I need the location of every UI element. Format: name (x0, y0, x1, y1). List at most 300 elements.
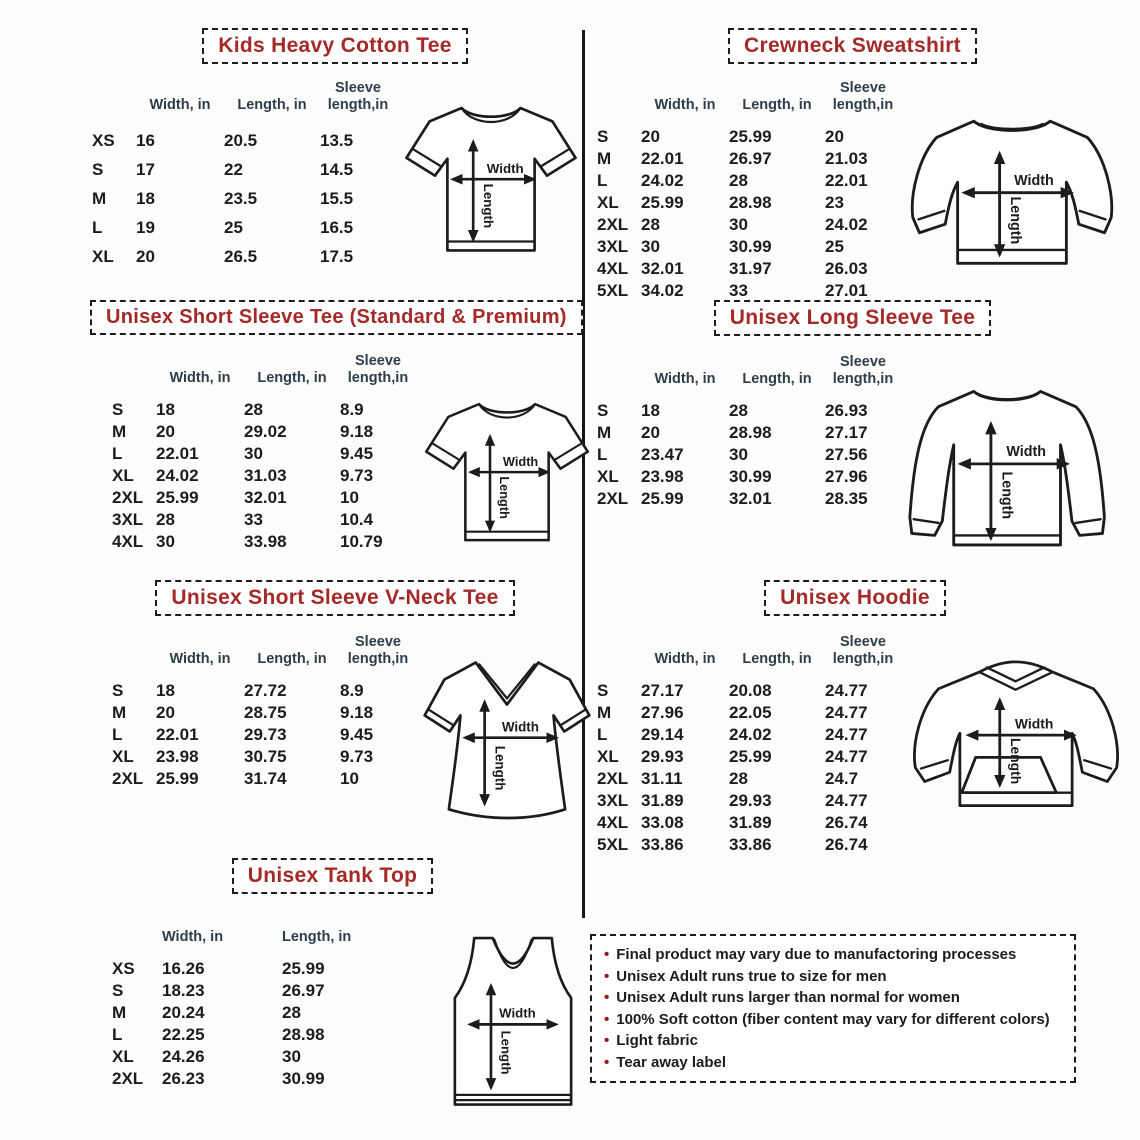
sleeve-value: 27.17 (825, 423, 868, 442)
size-table (110, 347, 416, 553)
size-row (110, 1002, 392, 1024)
length-value: 30.75 (244, 747, 287, 766)
note-text: Tear away label (616, 1053, 727, 1071)
length-value: 28 (282, 1003, 301, 1022)
size-row (595, 724, 901, 746)
length-value: 25 (224, 218, 243, 237)
width-label: Width (486, 160, 524, 176)
column-header-length: Length, in (742, 651, 812, 667)
size-table (90, 74, 396, 271)
width-value: 20 (136, 247, 155, 266)
length-label: Length (480, 183, 496, 229)
size-label: S (112, 681, 124, 700)
width-value: 24.02 (641, 171, 684, 190)
long-sleeve-tee-illustration (907, 376, 1112, 567)
width-value: 23.47 (641, 445, 684, 464)
table-header (595, 74, 901, 114)
size-row (110, 958, 392, 980)
sleeve-value: 17.5 (320, 247, 354, 266)
size-label: 4XL (597, 259, 629, 278)
sleeve-value: 26.74 (825, 835, 868, 854)
length-value: 29.73 (244, 725, 287, 744)
section-title: Kids Heavy Cotton Tee (202, 28, 467, 64)
column-header-width: Width, in (654, 371, 716, 387)
length-value: 32.01 (244, 488, 287, 507)
garment-outline (910, 391, 1105, 545)
width-value: 17 (136, 160, 155, 179)
note-item (604, 987, 1062, 1009)
size-label: 4XL (112, 532, 144, 551)
length-label: Length (998, 471, 1015, 520)
width-value: 18 (156, 681, 175, 700)
size-row (90, 126, 396, 155)
width-value: 20 (641, 127, 660, 146)
section-kids-heavy-cotton-tee (90, 28, 580, 271)
width-value: 25.99 (641, 489, 684, 508)
width-value: 19 (136, 218, 155, 237)
sleeve-value: 24.02 (825, 215, 868, 234)
sleeve-value: 9.18 (340, 422, 374, 441)
size-row (110, 746, 416, 768)
length-value: 28 (729, 769, 748, 788)
size-table (110, 628, 416, 790)
width-value: 20 (156, 422, 175, 441)
note-text: Light fabric (616, 1032, 698, 1049)
size-label: S (597, 401, 609, 420)
width-value: 18 (136, 189, 155, 208)
width-value: 25.99 (641, 193, 684, 212)
sweatshirt-illustration (907, 104, 1117, 290)
width-label: Width (502, 454, 539, 470)
section-title: Unisex Short Sleeve Tee (Standard & Premium) (90, 300, 583, 335)
length-value: 28.98 (282, 1025, 325, 1044)
note-text: Final product may vary due to manufactoring processes (616, 946, 1017, 963)
width-value: 22.01 (156, 444, 199, 463)
length-value: 28 (244, 400, 263, 419)
collar-line (981, 124, 1042, 129)
size-row (595, 422, 901, 444)
size-row (595, 214, 901, 236)
size-row (90, 184, 396, 213)
length-label: Length (1007, 196, 1024, 245)
size-label: M (597, 703, 612, 722)
tshirt-illustration (402, 90, 580, 264)
size-label: 2XL (597, 769, 629, 788)
length-value: 26.97 (282, 981, 325, 1000)
width-label: Width (501, 719, 539, 735)
size-label: S (112, 981, 124, 1000)
width-value: 28 (641, 215, 660, 234)
section-unisex-hoodie (595, 580, 1115, 856)
note-item (604, 1030, 1062, 1052)
sleeve-value: 8.9 (340, 400, 364, 419)
size-label: XL (112, 466, 134, 485)
size-label: L (597, 725, 608, 744)
sleeve-value: 10 (340, 488, 359, 507)
sleeve-value: 10 (340, 769, 359, 788)
sleeve-value: 24.77 (825, 791, 868, 810)
column-header-sleeve: Sleeve length,in (347, 634, 409, 667)
size-label: XL (112, 747, 134, 766)
column-header-length: Length, in (257, 651, 327, 667)
sleeve-value: 26.93 (825, 401, 868, 420)
size-label: 2XL (112, 769, 144, 788)
width-value: 20 (641, 423, 660, 442)
size-row (110, 980, 392, 1002)
garment-outline (425, 663, 590, 818)
bullet-icon: • (604, 989, 610, 1006)
size-label: L (112, 444, 123, 463)
sleeve-value: 27.96 (825, 467, 868, 486)
size-row (110, 443, 416, 465)
width-value: 24.26 (162, 1047, 205, 1066)
hoodie-illustration (907, 646, 1125, 841)
size-label: 2XL (112, 488, 144, 507)
size-table (110, 906, 392, 1090)
length-value: 30.99 (282, 1069, 325, 1088)
sleeve-value: 26.03 (825, 259, 868, 278)
size-label: XL (597, 193, 619, 212)
size-label: 3XL (112, 510, 144, 529)
sleeve-value: 10.79 (340, 532, 383, 551)
column-header-sleeve: Sleeve length,in (832, 634, 894, 667)
section-title: Unisex Tank Top (232, 858, 433, 894)
sleeve-value: 9.73 (340, 747, 374, 766)
length-value: 26.97 (729, 149, 772, 168)
length-value: 27.72 (244, 681, 287, 700)
size-label: M (112, 422, 127, 441)
sleeve-value: 10.4 (340, 510, 374, 529)
length-value: 25.99 (729, 127, 772, 146)
size-row (110, 768, 416, 790)
length-value: 29.02 (244, 422, 287, 441)
sleeve-value: 23 (825, 193, 844, 212)
sleeve-value: 24.77 (825, 681, 868, 700)
size-label: XL (597, 747, 619, 766)
sleeve-value: 24.7 (825, 769, 859, 788)
sleeve-value: 9.45 (340, 725, 374, 744)
width-value: 34.02 (641, 281, 684, 300)
column-header-width: Width, in (654, 97, 716, 113)
size-row (595, 746, 901, 768)
column-header-sleeve: Sleeve length,in (832, 354, 894, 387)
size-label: S (597, 127, 609, 146)
size-label: L (112, 725, 123, 744)
size-row (110, 399, 416, 421)
column-header-sleeve: Sleeve length,in (832, 80, 894, 113)
size-row (595, 400, 901, 422)
sleeve-value: 27.56 (825, 445, 868, 464)
size-row (595, 192, 901, 214)
sleeve-value: 16.5 (320, 218, 354, 237)
size-row (595, 170, 901, 192)
sleeve-value: 24.77 (825, 747, 868, 766)
width-value: 31.89 (641, 791, 684, 810)
sleeve-value: 24.77 (825, 703, 868, 722)
size-row (110, 1024, 392, 1046)
size-row (110, 487, 416, 509)
column-header-width: Width, in (149, 97, 211, 113)
size-row (595, 258, 901, 280)
width-value: 24.02 (156, 466, 199, 485)
sleeve-value: 22.01 (825, 171, 868, 190)
length-label: Length (498, 1030, 514, 1075)
sleeve-value: 20 (825, 127, 844, 146)
width-value: 20 (156, 703, 175, 722)
section-unisex-long-sleeve-tee (595, 300, 1110, 567)
size-label: 3XL (597, 791, 629, 810)
size-label: S (112, 400, 124, 419)
length-value: 33 (729, 281, 748, 300)
table-header (110, 347, 416, 387)
size-label: L (92, 218, 103, 237)
size-label: XL (112, 1047, 134, 1066)
size-row (110, 702, 416, 724)
length-value: 22.05 (729, 703, 772, 722)
width-value: 23.98 (156, 747, 199, 766)
size-label: S (597, 681, 609, 700)
sleeve-value: 26.74 (825, 813, 868, 832)
width-value: 30 (156, 532, 175, 551)
length-label: Length (497, 476, 513, 519)
section-title: Unisex Hoodie (764, 580, 946, 616)
column-header-length: Length, in (257, 370, 327, 386)
size-label: XL (597, 467, 619, 486)
note-text: Unisex Adult runs true to size for men (616, 967, 887, 985)
length-value: 32.01 (729, 489, 772, 508)
length-label: Length (1007, 737, 1024, 785)
width-label: Width (499, 1005, 536, 1021)
size-label: L (112, 1025, 123, 1044)
table-header (595, 348, 901, 388)
length-value: 30.99 (729, 467, 772, 486)
size-row (110, 1068, 392, 1090)
length-value: 22 (224, 160, 243, 179)
width-value: 25.99 (156, 769, 199, 788)
size-row (110, 465, 416, 487)
note-text: Unisex Adult runs larger than normal for women (616, 989, 960, 1006)
length-value: 23.5 (224, 189, 258, 208)
size-label: M (92, 189, 107, 208)
sleeve-value: 9.73 (340, 466, 374, 485)
size-table (595, 348, 901, 510)
length-value: 33.98 (244, 532, 287, 551)
size-label: M (597, 423, 612, 442)
size-label: L (597, 445, 608, 464)
length-value: 28.98 (729, 423, 772, 442)
sleeve-value: 21.03 (825, 149, 868, 168)
width-value: 28 (156, 510, 175, 529)
column-header-width: Width, in (169, 370, 231, 386)
column-header-width: Width, in (654, 651, 716, 667)
width-value: 18.23 (162, 981, 205, 1000)
width-value: 22.25 (162, 1025, 205, 1044)
note-text: 100% Soft cotton (fiber content may vary for different colors) (616, 1010, 1050, 1028)
product-notes-box (590, 934, 1076, 1083)
length-value: 30 (729, 215, 748, 234)
size-row (595, 768, 901, 790)
width-label: Width (1006, 444, 1046, 461)
tshirt-illustration (422, 387, 592, 553)
size-row (595, 236, 901, 258)
bullet-icon: • (604, 1053, 610, 1071)
bullet-icon: • (604, 967, 610, 985)
sleeve-value: 15.5 (320, 189, 354, 208)
size-row (90, 213, 396, 242)
size-label: XS (92, 131, 115, 150)
size-row (595, 444, 901, 466)
section-title: Unisex Short Sleeve V-Neck Tee (155, 580, 514, 616)
length-value: 20.08 (729, 681, 772, 700)
length-value: 28 (729, 171, 748, 190)
size-label: 3XL (597, 237, 629, 256)
size-row (90, 242, 396, 271)
table-header (595, 628, 901, 668)
size-label: 2XL (597, 489, 629, 508)
length-value: 33.86 (729, 835, 772, 854)
width-label: Width (1014, 715, 1054, 732)
length-label: Length (492, 745, 508, 791)
width-value: 30 (641, 237, 660, 256)
width-value: 23.98 (641, 467, 684, 486)
column-header-sleeve: Sleeve length,in (327, 80, 389, 113)
length-value: 28 (729, 401, 748, 420)
section-unisex-short-sleeve-tee (90, 300, 580, 553)
size-row (110, 509, 416, 531)
tank-top-illustration (438, 931, 588, 1116)
size-row (110, 724, 416, 746)
length-value: 30 (244, 444, 263, 463)
width-value: 31.11 (641, 769, 683, 788)
column-header-length: Length, in (742, 371, 812, 387)
sleeve-value: 8.9 (340, 681, 364, 700)
size-row (595, 126, 901, 148)
section-unisex-vneck-tee (90, 580, 580, 829)
table-header (110, 628, 416, 668)
width-value: 20.24 (162, 1003, 205, 1022)
width-value: 29.14 (641, 725, 684, 744)
table-header (90, 74, 396, 114)
sleeve-value: 25 (825, 237, 844, 256)
size-label: S (92, 160, 104, 179)
garment-outline (455, 938, 571, 1105)
length-value: 30 (282, 1047, 301, 1066)
size-table (595, 74, 901, 302)
size-row (595, 812, 901, 834)
size-row (110, 531, 416, 553)
size-label: 2XL (112, 1069, 144, 1088)
note-item (604, 1052, 1062, 1074)
width-value: 22.01 (641, 149, 684, 168)
width-value: 16 (136, 131, 155, 150)
note-item (604, 966, 1062, 988)
width-value: 27.17 (641, 681, 684, 700)
column-header-length: Length, in (282, 929, 352, 945)
section-title: Crewneck Sweatshirt (728, 28, 977, 64)
size-label: L (597, 171, 608, 190)
size-label: XS (112, 959, 135, 978)
size-row (90, 155, 396, 184)
width-value: 22.01 (156, 725, 199, 744)
column-header-width: Width, in (169, 651, 231, 667)
size-row (595, 680, 901, 702)
sleeve-value: 14.5 (320, 160, 354, 179)
length-value: 31.89 (729, 813, 772, 832)
section-title: Unisex Long Sleeve Tee (714, 300, 991, 336)
bullet-icon: • (604, 946, 610, 963)
length-value: 30.99 (729, 237, 772, 256)
width-value: 26.23 (162, 1069, 205, 1088)
bullet-icon: • (604, 1010, 610, 1028)
length-value: 31.03 (244, 466, 287, 485)
size-row (595, 466, 901, 488)
sleeve-value: 9.18 (340, 703, 374, 722)
sleeve-value: 24.77 (825, 725, 868, 744)
length-value: 28.75 (244, 703, 287, 722)
column-header-length: Length, in (742, 97, 812, 113)
size-row (595, 148, 901, 170)
length-value: 31.74 (244, 769, 287, 788)
size-row (110, 421, 416, 443)
length-value: 28.98 (729, 193, 772, 212)
width-value: 33.08 (641, 813, 684, 832)
table-header (110, 906, 392, 946)
size-label: M (112, 703, 127, 722)
column-header-length: Length, in (237, 97, 307, 113)
width-value: 32.01 (641, 259, 684, 278)
size-label: 5XL (597, 835, 629, 854)
size-row (110, 680, 416, 702)
sleeve-value: 27.01 (825, 281, 868, 300)
size-row (595, 702, 901, 724)
note-item (604, 944, 1062, 966)
size-row (595, 280, 901, 302)
size-label: M (597, 149, 612, 168)
sleeve-value: 9.45 (340, 444, 374, 463)
length-value: 25.99 (729, 747, 772, 766)
size-row (110, 1046, 392, 1068)
length-value: 31.97 (729, 259, 772, 278)
size-row (595, 834, 901, 856)
column-header-width: Width, in (162, 929, 224, 945)
size-row (595, 488, 901, 510)
sleeve-value: 13.5 (320, 131, 354, 150)
length-value: 33 (244, 510, 263, 529)
size-row (595, 790, 901, 812)
section-unisex-tank-top (90, 858, 575, 1116)
width-value: 18 (641, 401, 660, 420)
length-value: 29.93 (729, 791, 772, 810)
width-value: 18 (156, 400, 175, 419)
length-value: 20.5 (224, 131, 258, 150)
length-value: 24.02 (729, 725, 772, 744)
size-label: XL (92, 247, 114, 266)
section-crewneck-sweatshirt (595, 28, 1110, 302)
width-value: 33.86 (641, 835, 684, 854)
size-label: 4XL (597, 813, 629, 832)
width-value: 16.26 (162, 959, 205, 978)
width-value: 29.93 (641, 747, 684, 766)
length-value: 25.99 (282, 959, 325, 978)
length-value: 30 (729, 445, 748, 464)
sleeve-value: 28.35 (825, 489, 868, 508)
column-header-sleeve: Sleeve length,in (347, 353, 409, 386)
size-table (595, 628, 901, 856)
note-item (604, 1009, 1062, 1031)
size-label: 2XL (597, 215, 629, 234)
size-label: M (112, 1003, 127, 1022)
size-label: 5XL (597, 281, 629, 300)
